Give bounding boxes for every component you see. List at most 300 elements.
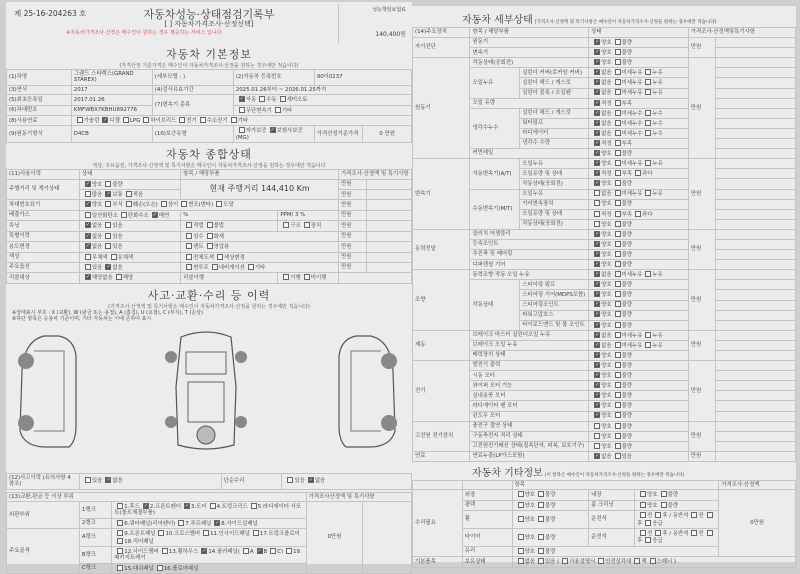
table-cell: PPM/ 3 % — [278, 210, 339, 220]
checkbox-label: 양호 — [601, 352, 612, 359]
table-cell: 실내송풍 모터 — [470, 391, 589, 401]
checkbox[interactable] — [105, 243, 111, 249]
checkbox[interactable] — [645, 79, 651, 85]
checkbox[interactable] — [538, 558, 544, 564]
checkbox[interactable] — [691, 512, 697, 518]
checkbox[interactable] — [594, 261, 600, 267]
checkbox[interactable] — [615, 433, 621, 439]
checkbox[interactable] — [594, 291, 600, 297]
checkbox[interactable] — [615, 241, 621, 247]
table-cell: 클러치 어셈블리 — [470, 229, 589, 239]
checkbox[interactable] — [615, 301, 621, 307]
table-cell — [715, 189, 795, 199]
checkbox[interactable] — [691, 530, 697, 536]
checkbox[interactable] — [615, 352, 621, 358]
checkbox[interactable] — [615, 120, 621, 126]
checkbox[interactable] — [85, 477, 91, 483]
checkbox-label: 불량 — [621, 221, 632, 228]
checkbox-label: 불량 — [621, 50, 632, 57]
checkbox[interactable] — [186, 243, 192, 249]
checkbox[interactable] — [594, 140, 600, 146]
checkbox[interactable] — [210, 503, 216, 509]
checkbox[interactable] — [518, 491, 524, 497]
checkbox-label: 불량 — [621, 413, 632, 420]
checkbox[interactable] — [286, 548, 292, 554]
checkbox[interactable] — [615, 89, 621, 95]
checkbox[interactable] — [594, 423, 600, 429]
checkbox[interactable] — [661, 491, 667, 497]
checkbox[interactable] — [594, 39, 600, 45]
checkbox-label: 적정 — [601, 100, 612, 107]
checkbox-label: 양호 — [601, 302, 612, 309]
checkbox[interactable] — [143, 503, 149, 509]
checkbox[interactable] — [239, 107, 245, 113]
checkbox-label: 미세누유 — [621, 80, 643, 87]
checkbox[interactable] — [117, 565, 123, 571]
checkbox-group — [79, 273, 180, 283]
detail-title: 자동차 세부상태 — [462, 15, 533, 26]
fee-value: 140,400원 — [375, 31, 406, 38]
checkbox[interactable] — [105, 477, 111, 483]
checkbox[interactable] — [207, 243, 213, 249]
table-cell: 만원 — [688, 38, 715, 58]
checkbox[interactable] — [594, 110, 600, 116]
checkbox[interactable] — [635, 211, 641, 217]
checkbox-label: 없음 — [601, 80, 612, 87]
table-cell: 오일 유량 — [470, 98, 589, 108]
checkbox[interactable] — [615, 443, 621, 449]
checkbox[interactable] — [650, 558, 656, 564]
checkbox[interactable] — [598, 558, 604, 564]
checkbox[interactable] — [283, 222, 289, 228]
checkbox[interactable] — [308, 477, 314, 483]
checkbox[interactable] — [243, 548, 249, 554]
checkbox[interactable] — [594, 433, 600, 439]
checkbox[interactable] — [538, 534, 544, 540]
checkbox[interactable] — [594, 150, 600, 156]
checkbox[interactable] — [615, 261, 621, 267]
checkbox[interactable] — [635, 170, 641, 176]
checkbox[interactable] — [594, 221, 600, 227]
checkbox[interactable] — [594, 332, 600, 338]
table-cell: 냉각수누수 — [470, 108, 520, 148]
table-cell: 만원 — [688, 330, 715, 360]
checkbox[interactable] — [594, 322, 600, 328]
checkbox[interactable] — [203, 530, 209, 536]
checkbox[interactable] — [117, 520, 123, 526]
checkbox[interactable] — [615, 200, 621, 206]
checkbox-label: 후 — [637, 520, 643, 527]
checkbox[interactable] — [594, 342, 600, 348]
checkbox[interactable] — [594, 49, 600, 55]
checkbox[interactable] — [85, 181, 91, 187]
checkbox[interactable] — [615, 332, 621, 338]
checkbox[interactable] — [707, 530, 713, 536]
checkbox[interactable] — [594, 89, 600, 95]
checkbox[interactable] — [538, 502, 544, 508]
table-row — [413, 391, 796, 401]
table-cell: 항목 / 해당부품 — [470, 28, 589, 38]
exchanged-parts-table — [6, 492, 412, 574]
table-row — [413, 421, 796, 431]
checkbox[interactable] — [615, 140, 621, 146]
checkbox-label: 세미오토 — [286, 97, 308, 104]
checkbox[interactable] — [594, 251, 600, 257]
checkbox[interactable] — [615, 342, 621, 348]
checkbox[interactable] — [283, 274, 289, 280]
checkbox[interactable] — [615, 392, 621, 398]
checkbox[interactable] — [111, 254, 117, 260]
checkbox[interactable] — [661, 502, 667, 508]
checkbox[interactable] — [615, 150, 621, 156]
checkbox-label: 양호 — [647, 492, 658, 499]
checkbox-label: 양호 — [601, 50, 612, 57]
checkbox-group — [589, 421, 689, 431]
checkbox[interactable] — [640, 491, 646, 497]
checkbox[interactable] — [615, 100, 621, 106]
checkbox[interactable] — [707, 512, 713, 518]
checkbox[interactable] — [594, 402, 600, 408]
checkbox[interactable] — [640, 530, 646, 536]
checkbox[interactable] — [615, 39, 621, 45]
checkbox[interactable] — [186, 254, 192, 260]
checkbox[interactable] — [594, 352, 600, 358]
checkbox[interactable] — [615, 271, 621, 277]
checkbox[interactable] — [615, 69, 621, 75]
checkbox-label: 자동 — [245, 97, 257, 104]
checkbox-label: 15.대쉬패널 — [124, 565, 154, 572]
checkbox-label: 불량 — [544, 548, 556, 555]
checkbox[interactable] — [105, 191, 111, 197]
checkbox-label: 과다 — [642, 171, 653, 178]
checkbox[interactable] — [105, 201, 111, 207]
checkbox-group — [112, 563, 306, 573]
checkbox[interactable] — [85, 222, 91, 228]
checkbox[interactable] — [117, 538, 123, 544]
checkbox[interactable] — [518, 516, 524, 522]
checkbox[interactable] — [594, 190, 600, 196]
checkbox[interactable] — [117, 530, 123, 536]
checkbox[interactable] — [615, 322, 621, 328]
checkbox[interactable] — [615, 251, 621, 257]
checkbox-group — [589, 159, 689, 169]
checkbox[interactable] — [615, 59, 621, 65]
checkbox[interactable] — [594, 69, 600, 75]
checkbox[interactable] — [615, 453, 621, 459]
checkbox-label: 불량 — [621, 383, 632, 390]
checkbox[interactable] — [117, 503, 123, 509]
checkbox[interactable] — [594, 372, 600, 378]
fee-label: 성능책임보험료 — [372, 7, 406, 13]
checkbox[interactable] — [615, 412, 621, 418]
checkbox-label: 불량 — [667, 492, 678, 499]
checkbox[interactable] — [85, 254, 91, 260]
checkbox-label: 썬루프 — [193, 264, 209, 271]
checkbox[interactable] — [594, 120, 600, 126]
checkbox[interactable] — [85, 212, 91, 218]
checkbox[interactable] — [184, 503, 190, 509]
checkbox-label: 누유 — [652, 70, 663, 77]
checkbox-label: 양호 — [601, 443, 612, 450]
checkbox[interactable] — [640, 512, 646, 518]
checkbox[interactable] — [594, 443, 600, 449]
checkbox-group — [589, 229, 689, 239]
checkbox[interactable] — [615, 221, 621, 227]
checkbox[interactable] — [152, 212, 158, 218]
checkbox[interactable] — [270, 548, 276, 554]
table-row — [413, 371, 796, 381]
checkbox[interactable] — [212, 264, 218, 270]
checkbox[interactable] — [594, 281, 600, 287]
checkbox[interactable] — [594, 231, 600, 237]
checkbox[interactable] — [615, 362, 621, 368]
checkbox[interactable] — [594, 170, 600, 176]
checkbox-label: 양호 — [91, 202, 103, 209]
checkbox-label: 불량 — [544, 492, 556, 499]
checkbox[interactable] — [304, 222, 310, 228]
checkbox[interactable] — [275, 107, 281, 113]
checkbox[interactable] — [162, 548, 168, 554]
table-row — [413, 381, 796, 391]
table-cell: 0만원 — [306, 501, 363, 573]
checkbox[interactable] — [594, 211, 600, 217]
checkbox[interactable] — [158, 530, 164, 536]
table-cell: 만원 — [339, 262, 367, 272]
checkbox[interactable] — [615, 402, 621, 408]
checkbox[interactable] — [518, 548, 524, 554]
checkbox-label: 있음 — [91, 478, 103, 485]
car-left-side-diagram — [14, 331, 94, 451]
checkbox-group — [512, 557, 795, 567]
checkbox-label: 8.사이드실패널 — [221, 520, 258, 527]
checkbox[interactable] — [186, 222, 192, 228]
checkbox[interactable] — [594, 271, 600, 277]
checkbox[interactable] — [270, 127, 276, 133]
checkbox[interactable] — [102, 117, 108, 123]
checkbox[interactable] — [655, 512, 661, 518]
checkbox[interactable] — [280, 96, 286, 102]
other-info-note: (이 항목은 매수인이 자동차가격조사·산정을 원하는 경우에만 적습니다) — [544, 473, 685, 479]
checkbox[interactable] — [615, 423, 621, 429]
checkbox[interactable] — [85, 264, 91, 270]
checkbox[interactable] — [594, 200, 600, 206]
checkbox-label: 전 — [698, 513, 704, 520]
checkbox[interactable] — [645, 271, 651, 277]
checkbox[interactable] — [186, 233, 192, 239]
checkbox[interactable] — [248, 264, 254, 270]
checkbox[interactable] — [105, 222, 111, 228]
checkbox-label: 양호 — [601, 161, 612, 168]
checkbox[interactable] — [645, 342, 651, 348]
checkbox[interactable] — [615, 130, 621, 136]
checkbox[interactable] — [85, 243, 91, 249]
checkbox[interactable] — [126, 191, 132, 197]
checkbox[interactable] — [181, 201, 187, 207]
table-cell: 자기진단 — [413, 38, 470, 58]
checkbox[interactable] — [645, 537, 651, 543]
checkbox-group — [71, 116, 411, 126]
checkbox-label: C) — [277, 548, 284, 555]
checkbox[interactable] — [251, 503, 257, 509]
checkbox[interactable] — [645, 160, 651, 166]
table-cell — [715, 330, 795, 340]
other-info-table — [412, 480, 796, 568]
checkbox[interactable] — [259, 96, 265, 102]
checkbox[interactable] — [200, 117, 206, 123]
checkbox[interactable] — [615, 311, 621, 317]
checkbox[interactable] — [105, 233, 111, 239]
checkbox[interactable] — [645, 130, 651, 136]
checkbox-label: 보통 — [112, 192, 123, 199]
checkbox[interactable] — [594, 160, 600, 166]
checkbox[interactable] — [615, 231, 621, 237]
checkbox[interactable] — [117, 548, 123, 554]
checkbox[interactable] — [615, 170, 621, 176]
checkbox[interactable] — [645, 89, 651, 95]
checkbox[interactable] — [538, 491, 544, 497]
checkbox[interactable] — [645, 332, 651, 338]
checkbox[interactable] — [116, 274, 122, 280]
checkbox[interactable] — [615, 79, 621, 85]
checkbox-label: 불량 — [621, 403, 632, 410]
checkbox[interactable] — [538, 516, 544, 522]
checkbox[interactable] — [253, 530, 259, 536]
table-row — [413, 250, 796, 260]
checkbox[interactable] — [594, 79, 600, 85]
checkbox[interactable] — [594, 382, 600, 388]
checkbox[interactable] — [594, 59, 600, 65]
checkbox[interactable] — [161, 201, 167, 207]
checkbox[interactable] — [645, 120, 651, 126]
status-legend-note: ※하단 항목은 승용차 기준이며, 기타 자동차는 이에 준하여 표시 — [12, 316, 152, 323]
checkbox-label: 과다 — [642, 211, 653, 218]
table-cell — [715, 351, 795, 361]
checkbox[interactable] — [207, 233, 213, 239]
checkbox[interactable] — [186, 264, 192, 270]
table-cell: 0만원 — [719, 490, 796, 557]
checkbox-label: 양호 — [601, 282, 612, 289]
checkbox[interactable] — [121, 212, 127, 218]
checkbox[interactable] — [645, 110, 651, 116]
checkbox[interactable] — [594, 453, 600, 459]
checkbox[interactable] — [634, 558, 640, 564]
checkbox[interactable] — [217, 254, 223, 260]
checkbox[interactable] — [615, 190, 621, 196]
checkbox[interactable] — [126, 201, 132, 207]
checkbox[interactable] — [562, 558, 568, 564]
checkbox[interactable] — [201, 548, 207, 554]
checkbox[interactable] — [287, 477, 293, 483]
checkbox-label: 기타 — [237, 118, 249, 125]
table-cell: 워터펌프 — [520, 118, 589, 128]
checkbox-group — [589, 320, 689, 330]
checkbox[interactable] — [655, 530, 661, 536]
checkbox[interactable] — [105, 264, 111, 270]
checkbox-label: 하이브리드 — [150, 118, 177, 125]
table-cell: 1랭크 — [79, 501, 111, 518]
checkbox[interactable] — [615, 110, 621, 116]
checkbox[interactable] — [615, 160, 621, 166]
table-cell — [367, 242, 412, 252]
checkbox[interactable] — [594, 130, 600, 136]
checkbox-label: 9.프론트패널 — [124, 531, 156, 538]
checkbox[interactable] — [77, 117, 83, 123]
checkbox[interactable] — [594, 180, 600, 186]
table-cell: 만원 — [339, 179, 367, 189]
checkbox[interactable] — [157, 565, 163, 571]
checkbox[interactable] — [85, 191, 91, 197]
checkbox-label: 미이행 — [310, 275, 327, 282]
table-cell: 오일누유 — [520, 189, 589, 199]
table-row — [7, 262, 412, 272]
checkbox[interactable] — [179, 117, 185, 123]
checkbox[interactable] — [615, 211, 621, 217]
checkbox[interactable] — [615, 382, 621, 388]
checkbox[interactable] — [615, 372, 621, 378]
checkbox[interactable] — [594, 301, 600, 307]
table-row — [413, 159, 796, 169]
checkbox[interactable] — [143, 117, 149, 123]
checkbox[interactable] — [645, 69, 651, 75]
table-row — [413, 68, 796, 78]
checkbox[interactable] — [518, 558, 524, 564]
table-cell: 2017.01.26 — [71, 95, 152, 105]
checkbox[interactable] — [615, 291, 621, 297]
table-cell — [715, 68, 795, 78]
checkbox-label: 불량 — [621, 231, 632, 238]
table-cell: D4CB — [71, 126, 152, 143]
checkbox[interactable] — [239, 127, 245, 133]
checkbox[interactable] — [216, 201, 222, 207]
checkbox[interactable] — [257, 548, 263, 554]
checkbox[interactable] — [304, 274, 310, 280]
checkbox[interactable] — [594, 392, 600, 398]
checkbox[interactable] — [538, 548, 544, 554]
checkbox[interactable] — [518, 502, 524, 508]
checkbox[interactable] — [85, 201, 91, 207]
checkbox[interactable] — [178, 520, 184, 526]
checkbox[interactable] — [594, 311, 600, 317]
table-cell: C랭크 — [79, 563, 111, 573]
checkbox[interactable] — [85, 233, 91, 239]
document-number: 제 25-16-204263 호 — [14, 9, 87, 18]
checkbox[interactable] — [640, 502, 646, 508]
checkbox[interactable] — [123, 117, 129, 123]
checkbox[interactable] — [615, 180, 621, 186]
checkbox[interactable] — [214, 520, 220, 526]
checkbox[interactable] — [85, 274, 91, 280]
table-cell — [715, 411, 795, 421]
checkbox[interactable] — [518, 534, 524, 540]
checkbox[interactable] — [594, 100, 600, 106]
checkbox[interactable] — [615, 281, 621, 287]
checkbox-label: 양호 — [601, 251, 612, 258]
table-cell: 특별이력 — [7, 231, 80, 241]
checkbox[interactable] — [645, 190, 651, 196]
checkbox[interactable] — [594, 241, 600, 247]
table-cell: 제동 — [413, 330, 470, 360]
checkbox[interactable] — [105, 181, 111, 187]
checkbox[interactable] — [594, 362, 600, 368]
checkbox[interactable] — [231, 117, 237, 123]
checkbox[interactable] — [239, 96, 245, 102]
checkbox[interactable] — [615, 49, 621, 55]
checkbox-group — [589, 239, 689, 249]
checkbox[interactable] — [207, 222, 213, 228]
checkbox[interactable] — [594, 412, 600, 418]
checkbox[interactable] — [645, 520, 651, 526]
checkbox-group — [589, 250, 689, 260]
